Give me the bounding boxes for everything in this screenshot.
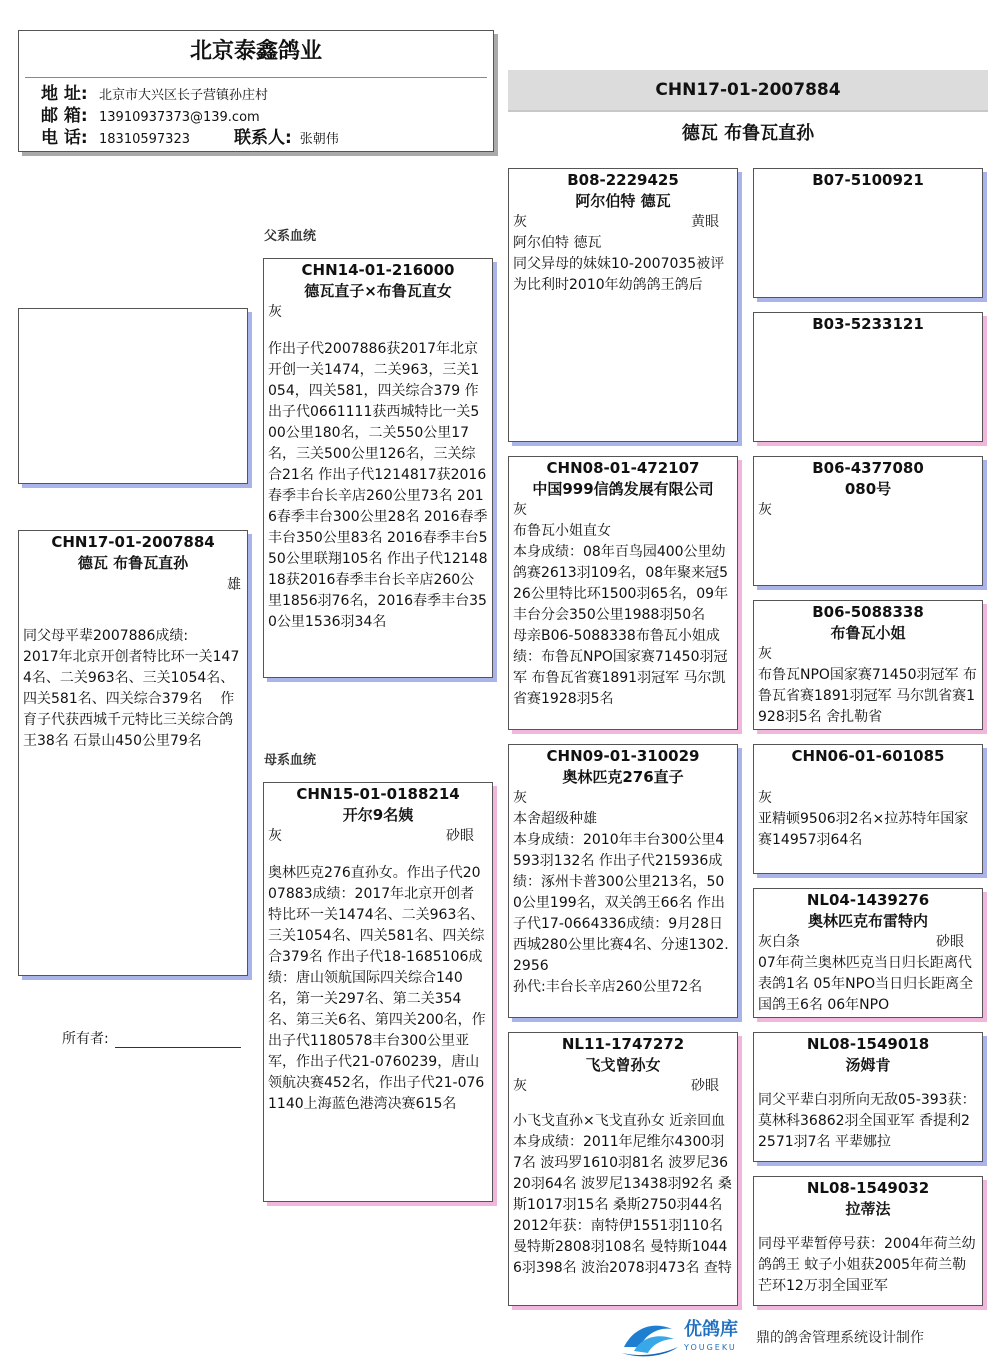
ggp-attrs (754, 932, 982, 953)
email-label: 邮 箱: (41, 106, 88, 126)
gp-attrs (509, 1076, 737, 1097)
footer-brand (684, 1319, 738, 1355)
ggp-attrs (754, 500, 982, 521)
ggp-ring: NL08-1549018 (806, 1035, 930, 1053)
ggp-ring: B07-5100921 (812, 171, 924, 189)
dam-eye: 砂眼 (446, 828, 474, 844)
owner-blank (115, 1031, 241, 1048)
dam-name: 开尔9名姨 (342, 806, 414, 824)
ggp-ring: NL04-1439276 (806, 891, 930, 909)
gp-desc: 布鲁瓦小姐直女 本身成绩：08年百鸟园400公里幼鸽赛2613羽109名，08年聚来冠526公里特比环1500羽65名，09年丰台分会350公里1988羽50名 母亲B06-5088338布鲁瓦小姐成绩：布鲁瓦NPO国家赛71450羽冠军 布鲁瓦省赛1891羽冠军 马尔凯省赛1928羽5名 (513, 523, 729, 707)
ggp-desc: 07年荷兰奥林匹克当日归长距离代表鸽1名 05年NPO当日归长距离全国鸽王6名 06年NPO (758, 955, 974, 1013)
granddam-maternal-card (508, 1032, 738, 1306)
sire-ring: CHN14-01-216000 (301, 261, 455, 279)
owner-label: 所有者: (62, 1031, 109, 1047)
gp-desc: 本舍超级种雄 本身成绩：2010年丰台300公里4593羽132名 作出子代215936成绩：涿州卡普300公里213名，500公里199名，双关鸽王66名 作出子代17-0664336成绩：9月28日西城280公里比赛4名、分速1302.2956 孙代:丰台长辛店260公里72名 (513, 811, 729, 995)
ggp-card (753, 1032, 983, 1162)
dam-ring: CHN15-01-0188214 (296, 785, 460, 803)
wave-logo-icon (620, 1317, 680, 1357)
footer-brand-sub: YOUGEKU (684, 1343, 737, 1352)
address-row (19, 84, 493, 106)
ggp-color: 灰 (758, 502, 772, 518)
ggp-name: 拉蒂法 (845, 1200, 891, 1218)
top-pigeon-name: 德瓦 布鲁瓦直孙 (681, 123, 815, 144)
ggp-ring: B03-5233121 (812, 315, 924, 333)
ggp-color: 灰白条 (758, 934, 800, 950)
ggp-name (754, 767, 982, 788)
contact-value: 张朝伟 (299, 132, 339, 147)
gp-name: 阿尔伯特 德瓦 (575, 192, 671, 210)
sire-card (263, 258, 493, 678)
footer (620, 1314, 1000, 1360)
subject-card (18, 530, 248, 976)
phone-value: 18310597323 (99, 132, 190, 147)
grandsire-maternal-card (508, 744, 738, 1018)
ggp-card (753, 600, 983, 730)
ggp-card (753, 888, 983, 1018)
address-value: 北京市大兴区长子营镇孙庄村 (99, 88, 269, 103)
ggp-ring: CHN06-01-601085 (791, 747, 945, 765)
ggp-desc: 同父平辈白羽所向无敌05-393获：莫林科36862羽全国亚军 香提利22571羽7名 平辈娜拉 (758, 1092, 976, 1150)
ggp-name: 布鲁瓦小姐 (830, 624, 906, 642)
email-value: 13910937373@139.com (99, 110, 260, 125)
ggp-card (753, 168, 983, 298)
address-label: 地 址: (41, 84, 88, 104)
ggp-desc: 同母平辈暂停号获：2004年荷兰幼鸽鸽王 蚊子小姐获2005年荷兰勒芒环12万羽全国亚军 (758, 1236, 976, 1294)
ggp-attrs (754, 644, 982, 665)
ggp-color: 灰 (758, 646, 772, 662)
ggp-ring: NL08-1549032 (806, 1179, 930, 1197)
gp-desc: 小飞戈直孙×飞戈直孙女 近亲回血 本身成绩：2011年尼维尔4300羽7名 波玛罗1610羽81名 波罗尼3620羽64名 波罗尼13438羽92名 桑斯1017羽15名 桑斯2750羽44名 2012年获：南特伊1551羽110名 曼特斯2808羽108名 曼特斯10446羽398名 波治2078羽473名 查特 (513, 1113, 732, 1276)
gp-attrs (509, 788, 737, 809)
sire-color: 灰 (268, 304, 282, 320)
ggp-card (753, 744, 983, 874)
subject-sex: 雄 (227, 577, 241, 593)
top-ring-banner (508, 70, 988, 112)
gp-color: 灰 (513, 214, 527, 230)
contact-label: 联系人: (233, 128, 292, 148)
ggp-card (753, 456, 983, 586)
gp-color: 灰 (513, 1078, 527, 1094)
gp-color: 灰 (513, 502, 527, 518)
subject-name: 德瓦 布鲁瓦直孙 (77, 554, 189, 572)
gp-attrs (509, 212, 737, 233)
owner-line (62, 1028, 241, 1048)
dam-line-label: 母系血统 (264, 753, 317, 768)
dam-desc: 奥林匹克276直孙女。作出子代2007883成绩：2017年北京开创者特比环一关1474名、二关963名、三关1054名、四关581名、四关综合379名 作出子代18-1685106成绩：唐山领航国际四关综合140名，第一关297名、第二关354名、第三关6名、第四关200名，作出子代1180578丰台300公里亚军，作出子代21-0760239，唐山领航决赛452名，作出子代21-0761140上海蓝色港湾决赛615名 (268, 865, 486, 1112)
dam-color: 灰 (268, 828, 282, 844)
gp-attrs (509, 500, 737, 521)
gp-ring: CHN08-01-472107 (546, 459, 700, 477)
ggp-card (753, 312, 983, 442)
footer-credit: 鼎的鸽舍管理系统设计制作 (756, 1330, 924, 1346)
ggp-name: 奥林匹克布雷特内 (807, 912, 928, 930)
ggp-name: 汤姆肯 (845, 1056, 891, 1074)
header-divider (25, 77, 487, 78)
ggp-card (753, 1176, 983, 1306)
gp-name: 中国999信鸽发展有限公司 (532, 480, 714, 498)
gp-color: 灰 (513, 790, 527, 806)
ggp-color: 灰 (758, 790, 772, 806)
subject-desc: 同父母平辈2007886成绩: 2017年北京开创者特比环一关1474名、二关963名、三关1054名、四关581名、四关综合379名 作育子代获西城千元特比三关综合鸽王38名 石景山450公里79名 (23, 628, 240, 749)
sire-name: 德瓦直子×布鲁瓦直女 (304, 282, 452, 300)
dam-attrs (264, 826, 492, 847)
loft-name: 北京泰鑫鸽业 (189, 39, 322, 64)
dam-card (263, 782, 493, 1202)
sire-attrs (264, 302, 492, 323)
gp-ring: B08-2229425 (567, 171, 679, 189)
gp-desc: 阿尔伯特 德瓦 同父异母的妹妹10-2007035被评为比利时2010年幼鸽鸽王鸽后 (513, 235, 725, 293)
ggp-ring: B06-4377080 (812, 459, 924, 477)
sire-desc: 作出子代2007886获2017年北京开创一关1474，二关963，三关1054，四关581，四关综合379 作出子代0661111获西城特比一关500公里180名，二关550公里17名，三关500公里126名，三关综合21名 作出子代1214817获2016春季丰台长辛店260公里73名 2016春季丰台300公里28名 2016春季丰台350公里83名 2016春季丰台550公里联翔105名 作出子代1214818获2016春季丰台长辛店260公里1856羽76名，2016春季丰台350公里1536羽34名 (268, 341, 488, 630)
phone-label: 电 话: (41, 128, 88, 148)
top-ring-number: CHN17-01-2007884 (655, 80, 841, 100)
granddam-paternal-card (508, 456, 738, 730)
sire-line-label: 父系血统 (264, 229, 317, 244)
ggp-name: 080号 (844, 480, 892, 498)
gp-name: 奥林匹克276直子 (562, 768, 684, 786)
ggp-desc: 亚精顿9506羽2名×拉苏特年国家赛14957羽64名 (758, 811, 969, 848)
ggp-eye: 砂眼 (936, 934, 964, 950)
phone-row (19, 128, 493, 150)
grandsire-paternal-card (508, 168, 738, 442)
gp-eye: 黄眼 (691, 214, 719, 230)
gp-ring: NL11-1747272 (561, 1035, 685, 1053)
email-row (19, 106, 493, 128)
gp-eye: 砂眼 (691, 1078, 719, 1094)
loft-header-card (18, 30, 494, 152)
ggp-desc: 布鲁瓦NPO国家赛71450羽冠军 布鲁瓦省赛1891羽冠军 马尔凯省赛1928羽5名 舍扎勒省 (758, 667, 977, 725)
ggp-ring: B06-5088338 (812, 603, 924, 621)
gp-ring: CHN09-01-310029 (546, 747, 700, 765)
subject-ring: CHN17-01-2007884 (51, 533, 215, 551)
gp-name: 飞戈曾孙女 (585, 1056, 661, 1074)
ggp-attrs (754, 788, 982, 809)
footer-brand-text: 优鸽库 (684, 1319, 738, 1340)
pigeon-photo-frame (18, 308, 248, 484)
